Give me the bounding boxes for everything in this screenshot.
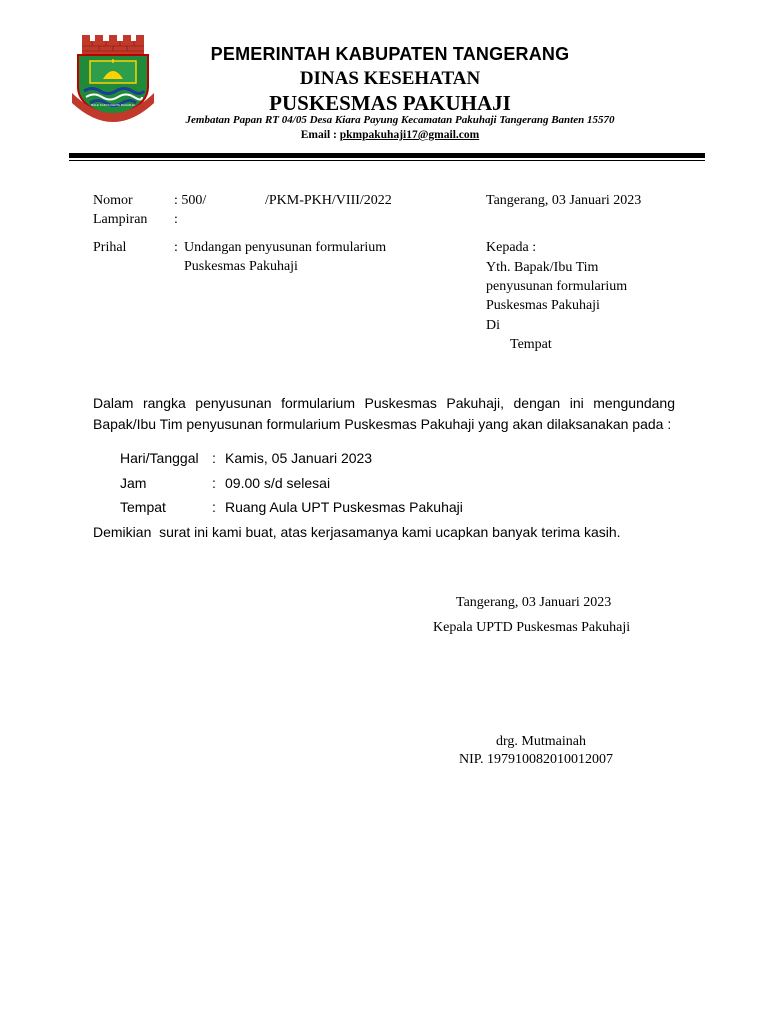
recipient-line-5: Di xyxy=(486,318,500,333)
email-link[interactable]: pkmpakuhaji17@gmail.com xyxy=(339,129,480,141)
letterhead-line-1: PEMERINTAH KABUPATEN TANGERANG xyxy=(210,44,570,64)
lampiran-separator: : xyxy=(174,212,178,227)
logo-motto: BALE KARYA KERTA RAHARJA xyxy=(91,103,135,107)
tangerang-seal-icon xyxy=(68,33,158,123)
detail-sep-hari: : xyxy=(212,450,216,466)
nomor-label: Nomor xyxy=(93,193,133,208)
signature-nip: NIP. 197910082010012007 xyxy=(459,752,614,767)
email-label: Email : xyxy=(300,129,340,141)
body-closing: Demikian surat ini kami buat, atas kerjasamanya kami ucapkan banyak terima kasih. xyxy=(93,524,621,540)
recipient-line-2: Yth. Bapak/Ibu Tim xyxy=(486,260,599,275)
detail-value-tempat: Ruang Aula UPT Puskesmas Pakuhaji xyxy=(225,499,463,515)
letterhead-email-line xyxy=(160,129,620,141)
detail-label-jam: Jam xyxy=(120,475,147,491)
nomor-value: /PKM-PKH/VIII/2022 xyxy=(265,193,392,208)
detail-label-tempat: Tempat xyxy=(120,499,166,515)
signature-place-date: Tangerang, 03 Januari 2023 xyxy=(456,595,612,610)
detail-label-hari: Hari/Tanggal xyxy=(120,450,199,466)
prihal-label: Prihal xyxy=(93,240,127,255)
recipient-line-3: penyusunan formularium xyxy=(486,279,628,294)
recipient-line-4: Puskesmas Pakuhaji xyxy=(486,298,600,313)
body-intro: Dalam rangka penyusunan formularium Puskesmas Pakuhaji, dengan ini mengundang Bapak/Ibu Tim penyusunan formularium Puskesmas Pakuhaji yang akan dilaksanakan pada : xyxy=(93,395,675,432)
detail-sep-jam: : xyxy=(212,475,216,491)
recipient-line-1: Kepada : xyxy=(486,240,537,255)
signature-name: drg. Mutmainah xyxy=(496,734,586,749)
prihal-line-2: Puskesmas Pakuhaji xyxy=(184,259,298,274)
prihal-line-1: Undangan penyusunan formularium xyxy=(184,240,387,255)
tangerang-seal-logo xyxy=(68,33,158,123)
letterhead-line-3: PUSKESMAS PAKUHAJI xyxy=(269,91,511,115)
detail-value-hari: Kamis, 05 Januari 2023 xyxy=(225,450,373,466)
nomor-prefix: : 500/ xyxy=(174,193,207,208)
detail-value-jam: 09.00 s/d selesai xyxy=(225,475,331,491)
letterhead-divider-thick xyxy=(69,153,705,158)
recipient-line-6: Tempat xyxy=(510,337,552,352)
letter-date: Tangerang, 03 Januari 2023 xyxy=(486,193,642,208)
letterhead-divider-thin xyxy=(69,160,705,161)
signature-title: Kepala UPTD Puskesmas Pakuhaji xyxy=(433,620,631,635)
prihal-separator: : xyxy=(174,240,178,255)
letterhead-address: Jembatan Papan RT 04/05 Desa Kiara Payung Kecamatan Pakuhaji Tangerang Banten 15570 xyxy=(185,114,615,126)
detail-sep-tempat: : xyxy=(212,499,216,515)
letterhead-line-2: DINAS KESEHATAN xyxy=(299,68,481,89)
lampiran-label: Lampiran xyxy=(93,212,148,227)
